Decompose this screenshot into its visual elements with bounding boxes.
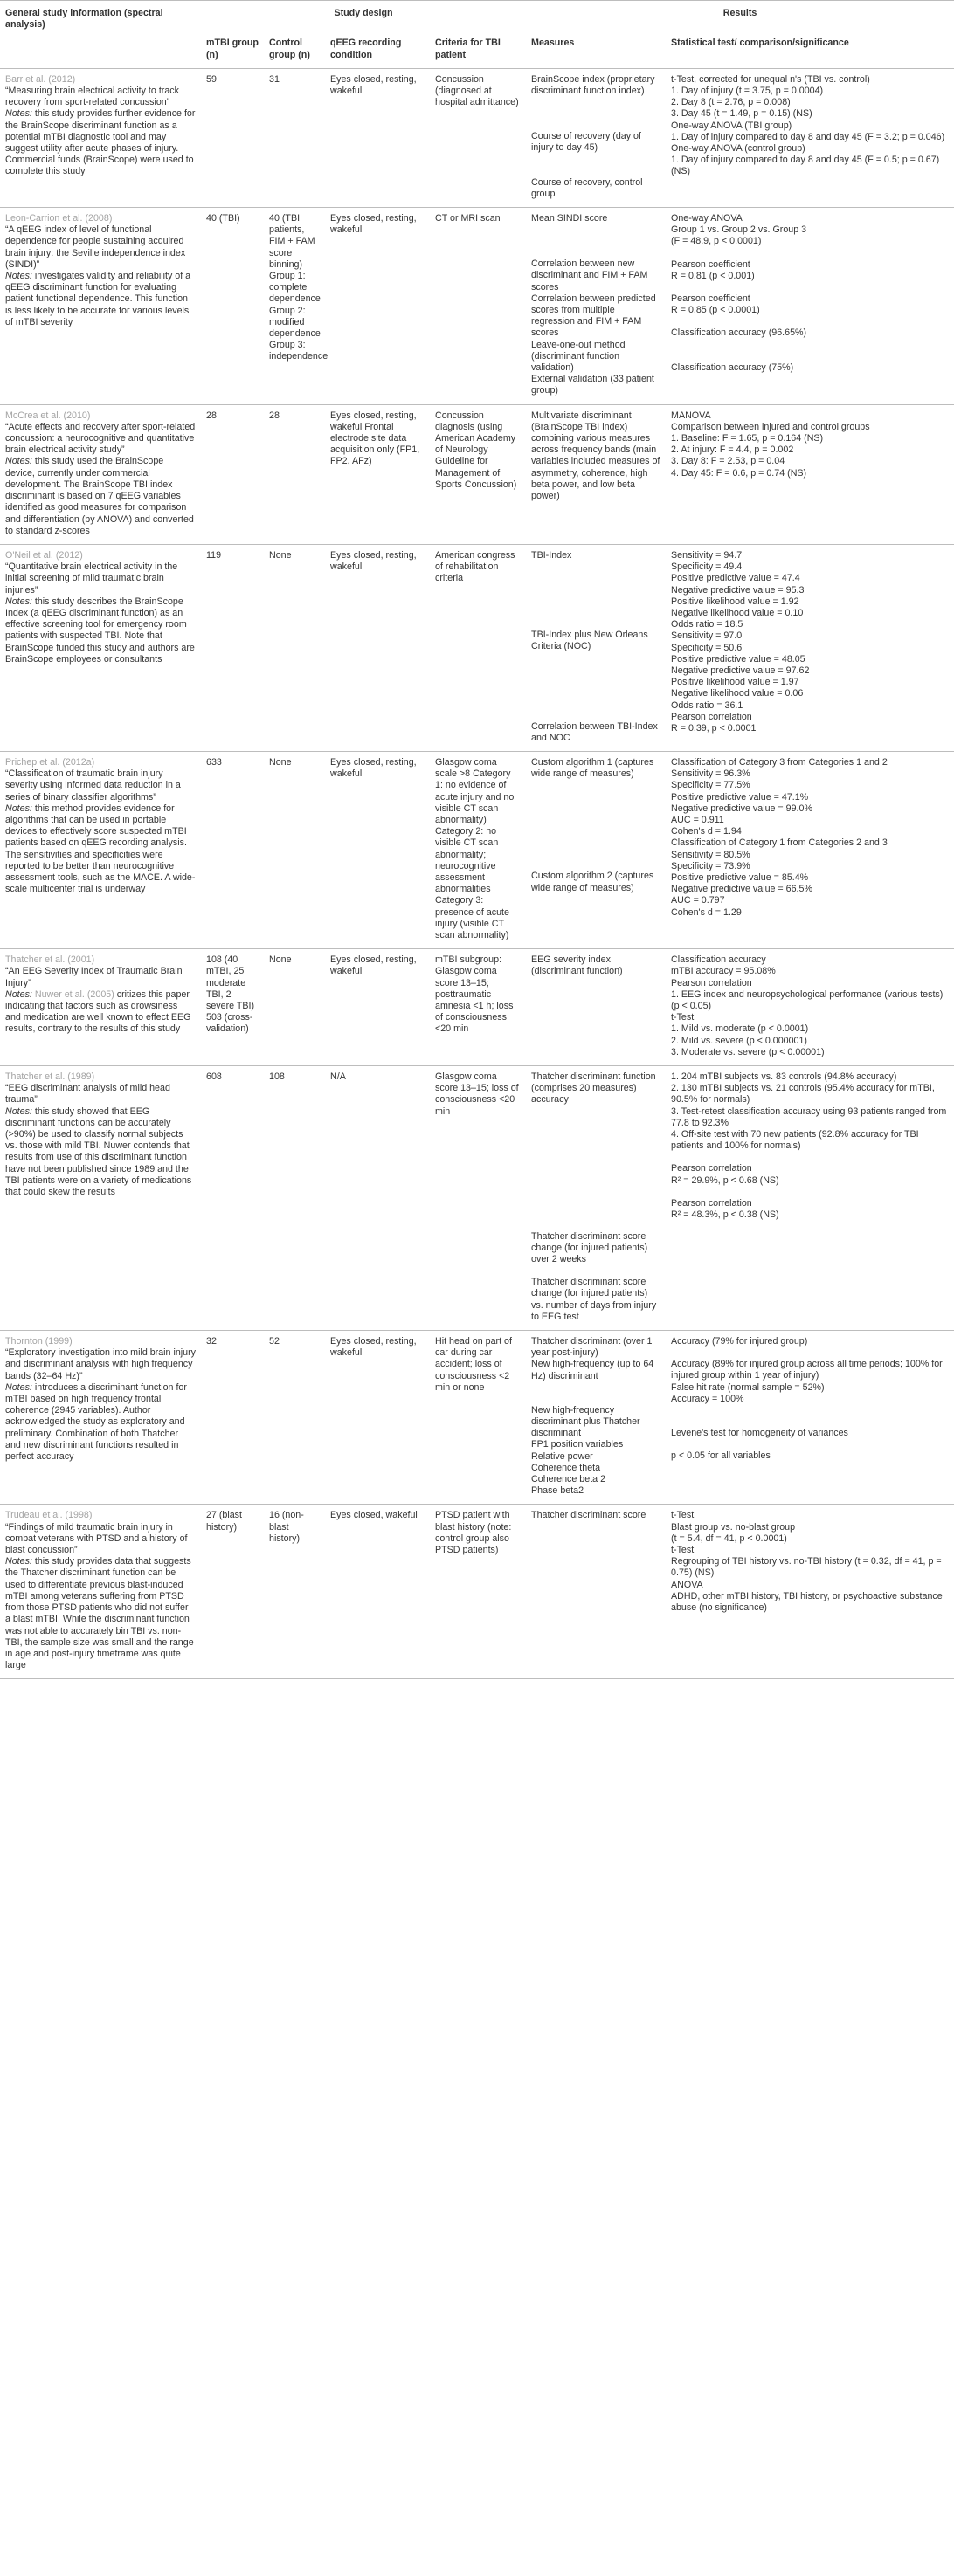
stat-item: Sensitivity = 97.0	[671, 630, 743, 642]
header-control: Control group (n)	[264, 34, 325, 68]
measure-item: Relative power	[531, 1450, 593, 1462]
spacer	[531, 780, 660, 791]
measure-item: Phase beta2	[531, 1485, 584, 1497]
spacer	[531, 120, 660, 131]
stat-item: AUC = 0.911	[671, 814, 724, 825]
measure-item: Course of recovery, control group	[531, 176, 643, 199]
spacer	[531, 699, 660, 710]
citation-link[interactable]: Trudeau et al. (1998)	[5, 1510, 93, 1521]
study-info-cell	[0, 404, 201, 544]
study-title: “Classification of traumatic brain injury severity using informed data reduction in a series of binary classifier algorithms”	[5, 768, 181, 802]
stat-item: R = 0.85 (p < 0.0001)	[671, 305, 760, 316]
study-notes	[5, 271, 196, 328]
spacer	[531, 1140, 660, 1152]
stat-item: mTBI accuracy = 95.08%	[671, 966, 776, 977]
table-row	[0, 1505, 954, 1679]
stat-item: 2. At injury: F = 4.4, p = 0.002	[671, 444, 794, 456]
study-notes	[5, 456, 196, 536]
citation-link[interactable]: McCrea et al. (2010)	[5, 410, 91, 421]
measures-cell	[526, 1331, 666, 1505]
criteria-cell: PTSD patient with blast history (note: control group also PTSD patients)	[430, 1505, 526, 1679]
stat-item: 1. Day of injury compared to day 8 and day 45 (F = 0.5; p = 0.67) (NS)	[671, 155, 940, 177]
control-group-cell: None	[264, 751, 325, 948]
study-info-cell	[0, 949, 201, 1066]
stat-item: Negative predictive value = 95.3	[671, 584, 805, 596]
stat-item: Pearson coefficient	[671, 293, 750, 305]
measure-item: Correlation between TBI-Index and NOC	[531, 720, 658, 743]
measure-item: Leave-one-out method (discriminant function validation)	[531, 339, 626, 374]
mtbi-group-cell: 32	[201, 1331, 264, 1505]
study-notes	[5, 108, 196, 177]
stat-item: Group 1 vs. Group 2 vs. Group 3	[671, 224, 807, 236]
spacer	[531, 573, 660, 584]
measure-item: FP1 position variables	[531, 1439, 624, 1450]
stat-item: Classification accuracy (75%)	[671, 362, 794, 373]
spacer	[671, 1187, 949, 1198]
stat-item: Classification of Category 3 from Categories 1 and 2	[671, 756, 888, 768]
mtbi-group-cell: 27 (blast history)	[201, 1505, 264, 1679]
stat-item: 1. Baseline: F = 1.65, p = 0.164 (NS)	[671, 433, 824, 444]
spacer	[671, 1416, 949, 1428]
header-empty	[0, 34, 201, 68]
study-info-cell	[0, 68, 201, 207]
measure-item: Thatcher discriminant score change (for injured patients) over 2 weeks	[531, 1230, 648, 1265]
notes-label: Notes:	[5, 1381, 32, 1393]
spacer	[531, 561, 660, 573]
stat-item: 2. Mild vs. severe (p < 0.000001)	[671, 1035, 807, 1046]
stats-cell	[666, 1066, 954, 1331]
table-row	[0, 751, 954, 948]
measure-item: Custom algorithm 1 (captures wide range of measures)	[531, 756, 654, 780]
measures-cell	[526, 404, 666, 544]
table-row	[0, 544, 954, 751]
stats-cell	[666, 68, 954, 207]
stat-item: 3. Day 45 (t = 1.49, p = 0.15) (NS)	[671, 108, 812, 120]
stats-cell	[666, 1505, 954, 1679]
stat-item: 3. Test-retest classification accuracy using 93 patients ranged from 77.8 to 92.3%	[671, 1105, 947, 1128]
citation-link[interactable]: O'Neil et al. (2012)	[5, 549, 83, 561]
measure-item: TBI-Index plus New Orleans Criteria (NOC)	[531, 630, 648, 652]
spacer	[531, 710, 660, 721]
stat-item: 1. 204 mTBI subjects vs. 83 controls (94.8% accuracy)	[671, 1071, 897, 1082]
notes-text: this study provides data that suggests the Thatcher discriminant function can be used to differentiate previous blast-induced mTBI among veterans suffering from PTSD from those PTSD patients who did not suffer a blast mTBI. While the discriminant function was not able to accurately bin TBI vs. non-TBI, the sample size was small and the range in age and post-injury timeframe was quite large	[5, 1556, 194, 1671]
measure-item: New high-frequency discriminant plus Thatcher discriminant	[531, 1404, 640, 1439]
stat-item: One-way ANOVA	[671, 213, 743, 224]
control-group-cell: 28	[264, 404, 325, 544]
measure-item: Correlation between new discriminant and FIM + FAM scores	[531, 258, 648, 293]
stat-item: t-Test, corrected for unequal n's (TBI vs. control)	[671, 73, 870, 85]
spacer	[531, 97, 660, 108]
stats-cell	[666, 949, 954, 1066]
spacer	[531, 108, 660, 120]
spacer	[531, 1382, 660, 1394]
control-group-cell: 40 (TBI patients, FIM + FAM score binning) Group 1: complete dependence Group 2: modified dependence Group 3: independence	[264, 208, 325, 405]
measure-item: Thatcher discriminant score	[531, 1510, 646, 1521]
measure-item: TBI-Index	[531, 549, 572, 561]
stat-item: Levene's test for homogeneity of variances	[671, 1428, 848, 1439]
notes-text: this study showed that EEG discriminant functions can be accurately (>90%) be used to classify normal subjects vs. those with mild TBI. Nuwer contends that results from use of this discriminant function have not been published since 1989 and the TBI patients were on a variety of medications that could skew the results	[5, 1105, 192, 1198]
stat-item: Pearson coefficient	[671, 258, 750, 270]
control-group-cell: None	[264, 544, 325, 751]
stat-item: Cohen's d = 1.94	[671, 826, 742, 837]
spacer	[531, 224, 660, 236]
stat-item: Pearson correlation	[671, 977, 752, 988]
stat-item: 1. Day of injury (t = 3.75, p = 0.0004)	[671, 86, 824, 97]
spacer	[531, 837, 660, 848]
spacer	[531, 1152, 660, 1163]
study-title: “Measuring brain electrical activity to track recovery from sport-related concussion”	[5, 86, 179, 108]
stat-item: t-Test	[671, 1510, 695, 1521]
stat-item: 4. Day 45: F = 0.6, p = 0.74 (NS)	[671, 467, 807, 479]
stat-item: 1. Mild vs. moderate (p < 0.0001)	[671, 1023, 809, 1035]
spacer	[531, 618, 660, 630]
header-results: Results	[526, 1, 954, 35]
study-title: “EEG discriminant analysis of mild head trauma”	[5, 1083, 170, 1105]
stats-cell	[666, 208, 954, 405]
citation-link[interactable]: Leon-Carrion et al. (2008)	[5, 213, 113, 224]
mtbi-group-cell: 108 (40 mTBI, 25 moderate TBI, 2 severe TBI) 503 (cross-validation)	[201, 949, 264, 1066]
spacer	[671, 248, 949, 259]
header-stat: Statistical test/ comparison/significance	[666, 34, 954, 68]
measure-item: Correlation between predicted scores from multiple regression and FIM + FAM scores	[531, 293, 656, 339]
measure-item: Thatcher discriminant function (comprises 20 measures) accuracy	[531, 1071, 656, 1105]
notes-citation-link[interactable]: Nuwer et al. (2005)	[34, 988, 114, 1000]
study-info-cell	[0, 1505, 201, 1679]
stat-item: Negative likelihood value = 0.10	[671, 607, 804, 618]
measure-item: Custom algorithm 2 (captures wide range of measures)	[531, 871, 654, 893]
study-info-cell	[0, 544, 201, 751]
measure-item: EEG severity index (discriminant function)	[531, 954, 623, 977]
stat-item: Positive likelihood value = 1.97	[671, 677, 799, 688]
stat-item: One-way ANOVA (TBI group)	[671, 120, 792, 131]
spacer	[531, 1197, 660, 1209]
measure-item: Thatcher discriminant score change (for injured patients) vs. number of days from injury to EEG test	[531, 1277, 657, 1322]
criteria-cell: mTBI subgroup: Glasgow coma score 13–15; posttraumatic amnesia <1 h; loss of consciousness <20 min	[430, 949, 526, 1066]
measure-item: BrainScope index (proprietary discriminant function index)	[531, 73, 655, 97]
notes-text: introduces a discriminant function for mTBI based on high frequency frontal coherence (2945 variables). Author acknowledged the study as exploratory and preliminary. Combination of both Thatcher and new discriminant functions resulted in perfect accuracy	[5, 1381, 187, 1463]
stat-item: R = 0.39, p < 0.0001	[671, 722, 757, 734]
stat-item: Accuracy (89% for injured group across all time periods; 100% for injured group within 1 year of injury)	[671, 1359, 943, 1381]
citation-link[interactable]: Barr et al. (2012)	[5, 73, 76, 85]
stat-item: Negative predictive value = 66.5%	[671, 884, 812, 895]
measure-item: Multivariate discriminant (BrainScope TBI index) combining various measures across frequency bands (main variables included measures of asymmetry, coherence, high beta power, and low beta power)	[531, 410, 660, 502]
criteria-cell: CT or MRI scan	[430, 208, 526, 405]
spacer	[531, 584, 660, 596]
spacer	[531, 653, 660, 665]
measures-cell	[526, 949, 666, 1066]
spacer	[671, 1347, 949, 1359]
measures-cell	[526, 751, 666, 948]
stat-item: Positive predictive value = 47.4	[671, 573, 800, 584]
spacer	[531, 1163, 660, 1174]
spacer	[531, 1265, 660, 1277]
stat-item: MANOVA	[671, 410, 711, 421]
stat-item: Accuracy = 100%	[671, 1393, 744, 1404]
stat-item: Negative predictive value = 97.62	[671, 665, 810, 676]
spacer	[671, 316, 949, 327]
study-title: “An EEG Severity Index of Traumatic Brain Injury”	[5, 966, 183, 988]
notes-label: Notes:	[5, 596, 32, 607]
header-general: General study information (spectral analysis)	[0, 1, 201, 35]
stat-item: Specificity = 77.5%	[671, 780, 750, 791]
stat-item: Sensitivity = 94.7	[671, 549, 743, 561]
control-group-cell: 16 (non-blast history)	[264, 1505, 325, 1679]
criteria-cell: Concussion diagnosis (using American Academy of Neurology Guideline for Management of Sports Concussion)	[430, 404, 526, 544]
study-notes	[5, 1382, 196, 1463]
measures-cell	[526, 1505, 666, 1679]
stats-cell	[666, 544, 954, 751]
stat-item: Odds ratio = 18.5	[671, 619, 743, 630]
stat-item: R² = 48.3%, p < 0.38 (NS)	[671, 1209, 779, 1221]
header-criteria: Criteria for TBI patient	[430, 34, 526, 68]
qeeg-condition-cell: Eyes closed, resting, wakeful Frontal electrode site data acquisition only (FP1, FP2, AFz)	[325, 404, 430, 544]
stat-item: Cohen's d = 1.29	[671, 906, 742, 918]
stat-item: (F = 48.9, p < 0.0001)	[671, 236, 762, 247]
mtbi-group-cell: 40 (TBI)	[201, 208, 264, 405]
measure-item: New high-frequency (up to 64 Hz) discriminant	[531, 1359, 654, 1381]
stat-item: Accuracy (79% for injured group)	[671, 1336, 808, 1347]
control-group-cell: 31	[264, 68, 325, 207]
citation-link[interactable]: Thatcher et al. (2001)	[5, 954, 95, 966]
study-notes	[5, 989, 196, 1036]
stat-item: Specificity = 50.6	[671, 642, 743, 653]
spacer	[531, 1174, 660, 1186]
notes-text: this method provides evidence for algorithms that can be used in portable devices to effectively score suspected mTBI patients based on qEEG recording analysis. The sensitivities and specificities were reported to be better than neurocognitive assessment tools, such as the MACE. A wide-scale multicenter trial is underway	[5, 802, 196, 895]
table-row	[0, 404, 954, 544]
citation-link[interactable]: Thornton (1999)	[5, 1336, 73, 1347]
stat-item: 4. Off-site test with 70 new patients (92.8% accuracy for TBI patients and 100% for normals)	[671, 1129, 919, 1152]
table-row	[0, 68, 954, 207]
notes-label: Notes:	[5, 456, 32, 467]
spacer	[531, 802, 660, 814]
spacer	[531, 825, 660, 837]
spacer	[531, 247, 660, 258]
spacer	[531, 607, 660, 618]
stat-item: R = 0.81 (p < 0.001)	[671, 270, 755, 281]
spacer	[671, 1152, 949, 1163]
stat-item: Sensitivity = 80.5%	[671, 849, 750, 860]
stat-item: Positive predictive value = 47.1%	[671, 791, 809, 802]
notes-label: Notes:	[5, 1556, 32, 1567]
citation-link[interactable]: Thatcher et al. (1989)	[5, 1071, 95, 1082]
measure-item: Mean SINDI score	[531, 213, 608, 224]
table-row	[0, 1331, 954, 1505]
stat-item: Regrouping of TBI history vs. no-TBI history (t = 0.32, df = 41, p = 0.75) (NS)	[671, 1556, 942, 1579]
stat-item: False hit rate (normal sample = 52%)	[671, 1381, 825, 1393]
header-study-design: Study design	[201, 1, 526, 35]
qeeg-condition-cell: Eyes closed, resting, wakeful	[325, 751, 430, 948]
table-row	[0, 949, 954, 1066]
criteria-cell: American congress of rehabilitation criteria	[430, 544, 526, 751]
measure-item: Coherence theta	[531, 1462, 601, 1473]
spacer	[531, 1394, 660, 1405]
control-group-cell: 108	[264, 1066, 325, 1331]
study-notes	[5, 803, 196, 896]
notes-label: Notes:	[5, 988, 32, 1000]
notes-label: Notes:	[5, 1105, 32, 1117]
spacer	[671, 1439, 949, 1450]
header-measures: Measures	[526, 34, 666, 68]
stat-item: Odds ratio = 36.1	[671, 699, 743, 711]
mtbi-group-cell: 633	[201, 751, 264, 948]
stat-item: 1. Day of injury compared to day 8 and day 45 (F = 3.2; p = 0.046)	[671, 131, 945, 142]
study-title: “Acute effects and recovery after sport-related concussion: a neurocognitive and quantitative brain electrical activity study”	[5, 421, 196, 456]
criteria-cell: Glasgow coma score 13–15; loss of consciousness <20 min	[430, 1066, 526, 1331]
criteria-cell: Concussion (diagnosed at hospital admittance)	[430, 68, 526, 207]
spacer	[531, 848, 660, 859]
spacer	[531, 687, 660, 699]
mtbi-group-cell: 59	[201, 68, 264, 207]
qeeg-condition-cell: Eyes closed, resting, wakeful	[325, 1331, 430, 1505]
stat-item: (t = 5.4, df = 41, p < 0.0001)	[671, 1533, 787, 1544]
qeeg-condition-cell: Eyes closed, resting, wakeful	[325, 68, 430, 207]
stat-item: Positive predictive value = 85.4%	[671, 871, 809, 883]
notes-label: Notes:	[5, 108, 32, 120]
spacer	[531, 814, 660, 825]
stat-item: t-Test	[671, 1012, 695, 1023]
study-notes	[5, 1106, 196, 1199]
study-info-cell	[0, 208, 201, 405]
qeeg-condition-cell: Eyes closed, resting, wakeful	[325, 949, 430, 1066]
header-mtbi: mTBI group (n)	[201, 34, 264, 68]
measures-cell	[526, 208, 666, 405]
stat-item: One-way ANOVA (control group)	[671, 143, 805, 155]
spacer	[531, 166, 660, 177]
table-body	[0, 68, 954, 1679]
study-notes	[5, 596, 196, 665]
stat-item: Specificity = 73.9%	[671, 860, 750, 871]
stat-item: t-Test	[671, 1545, 695, 1556]
control-group-cell: None	[264, 949, 325, 1066]
stat-item: Pearson correlation	[671, 1163, 752, 1174]
measure-item: Coherence beta 2	[531, 1474, 606, 1485]
measures-cell	[526, 1066, 666, 1331]
spacer	[531, 676, 660, 687]
measure-item: Thatcher discriminant (over 1 year post-injury)	[531, 1336, 653, 1359]
study-title: “Exploratory investigation into mild brain injury and discriminant analysis with high frequency bands (32–64 Hz)”	[5, 1347, 197, 1381]
notes-text: critizes this paper indicating that factors such as drowsiness and medication are well known to effect EEG results, contrary to the results of this study	[5, 988, 191, 1035]
stat-item: 2. Day 8 (t = 2.76, p = 0.008)	[671, 97, 791, 108]
qeeg-condition-cell: N/A	[325, 1066, 430, 1331]
notes-text: this study provides further evidence for the BrainScope discriminant function as a potential mTBI diagnostic tool and may suggest utility after acute phases of injury. Commercial funds (BrainScope) were used to complete this study	[5, 108, 196, 177]
criteria-cell: Hit head on part of car during car accident; loss of consciousness <2 min or none	[430, 1331, 526, 1505]
notes-text: investigates validity and reliability of a qEEG discriminant function for evaluating patient functional dependence. This function is less likely to be accurate for various levels of mTBI severity	[5, 271, 191, 327]
study-info-cell	[0, 1066, 201, 1331]
study-title: “Quantitative brain electrical activity in the initial screening of mild traumatic brain injuries”	[5, 561, 178, 596]
study-info-cell	[0, 751, 201, 948]
spacer	[531, 1186, 660, 1197]
spacer	[671, 340, 949, 351]
stat-item: Specificity = 49.4	[671, 561, 743, 573]
mtbi-group-cell: 28	[201, 404, 264, 544]
stat-item: Classification accuracy	[671, 954, 766, 966]
stat-item: Pearson correlation	[671, 711, 752, 722]
stat-item: Classification of Category 1 from Categories 2 and 3	[671, 837, 888, 849]
qeeg-condition-cell: Eyes closed, wakeful	[325, 1505, 430, 1679]
stat-item: Positive predictive value = 48.05	[671, 653, 805, 665]
criteria-cell: Glasgow coma scale >8 Category 1: no evidence of acute injury and no visible CT scan abnormality) Category 2: no visible CT scan abnormality; neurocognitive assessment abnormalities Category 3: presence of acute injury (visible CT scan abnormality)	[430, 751, 526, 948]
notes-text: this study used the BrainScope device, currently under commercial development. The BrainScope TBI index discriminant is based on 7 qEEG variables identified as good measures for comparison and differentiation (by ANOVA) and converted to standard z-scores	[5, 456, 194, 536]
stat-item: Classification accuracy (96.65%)	[671, 327, 807, 339]
mtbi-group-cell: 119	[201, 544, 264, 751]
spacer	[671, 1405, 949, 1416]
stats-cell	[666, 1331, 954, 1505]
stat-item: 3. Day 8: F = 2.53, p = 0.04	[671, 456, 785, 467]
measure-item: External validation (33 patient group)	[531, 374, 654, 396]
stat-item: ADHD, other mTBI history, TBI history, or psychoactive substance abuse (no significance)	[671, 1590, 943, 1614]
stat-item: p < 0.05 for all variables	[671, 1450, 771, 1462]
control-group-cell: 52	[264, 1331, 325, 1505]
spacer	[531, 1209, 660, 1220]
stat-item: 1. EEG index and neuropsychological performance (various tests) (p < 0.05)	[671, 988, 944, 1011]
stat-item: Sensitivity = 96.3%	[671, 768, 750, 780]
stat-item: Comparison between injured and control groups	[671, 421, 870, 432]
spacer	[531, 1118, 660, 1129]
table-row	[0, 1066, 954, 1331]
notes-label: Notes:	[5, 271, 32, 282]
stat-item: R² = 29.9%, p < 0.68 (NS)	[671, 1174, 779, 1186]
stats-cell	[666, 404, 954, 544]
spacer	[531, 665, 660, 676]
stat-item: ANOVA	[671, 1579, 703, 1590]
table-row	[0, 208, 954, 405]
study-notes	[5, 1556, 196, 1671]
stat-item: 3. Moderate vs. severe (p < 0.00001)	[671, 1046, 825, 1057]
stats-cell	[666, 751, 954, 948]
measures-cell	[526, 68, 666, 207]
stat-item: Positive likelihood value = 1.92	[671, 596, 799, 607]
spacer	[671, 351, 949, 362]
study-title: “A qEEG index of level of functional dependence for people sustaining acquired brain injury: the Seville independence index (SINDI)”	[5, 224, 186, 270]
stat-item: AUC = 0.797	[671, 895, 725, 906]
stat-item: Negative likelihood value = 0.06	[671, 688, 804, 699]
notes-text: this study describes the BrainScope Index (a qEEG discriminant function) as an effective screening tool for emergency room patients with suspected TBI. Note that BrainScope funded this study and authors are BrainScope employees or consultants	[5, 596, 195, 665]
spacer	[531, 1106, 660, 1118]
stat-item: Blast group vs. no-blast group	[671, 1521, 796, 1533]
spacer	[531, 596, 660, 607]
mtbi-group-cell: 608	[201, 1066, 264, 1331]
stat-item: 2. 130 mTBI subjects vs. 21 controls (95.4% accuracy for mTBI, 90.5% for normals)	[671, 1083, 935, 1105]
qeeg-condition-cell: Eyes closed, resting, wakeful	[325, 544, 430, 751]
spacer	[531, 1220, 660, 1231]
study-info-cell	[0, 1331, 201, 1505]
citation-link[interactable]: Prichep et al. (2012a)	[5, 756, 95, 768]
stat-item: Pearson correlation	[671, 1197, 752, 1209]
spacer	[531, 155, 660, 166]
spacer	[531, 791, 660, 802]
notes-label: Notes:	[5, 802, 32, 814]
study-title: “Findings of mild traumatic brain injury in combat veterans with PTSD and a history of blast concussion”	[5, 1521, 188, 1556]
stat-item: Negative predictive value = 99.0%	[671, 802, 812, 814]
spacer	[671, 282, 949, 293]
header-qeeg: qEEG recording condition	[325, 34, 430, 68]
measure-item: Course of recovery (day of injury to day 45)	[531, 131, 641, 154]
measures-cell	[526, 544, 666, 751]
qeeg-condition-cell: Eyes closed, resting, wakeful	[325, 208, 430, 405]
spacer	[531, 236, 660, 247]
spacer	[531, 1129, 660, 1140]
spacer	[531, 859, 660, 871]
